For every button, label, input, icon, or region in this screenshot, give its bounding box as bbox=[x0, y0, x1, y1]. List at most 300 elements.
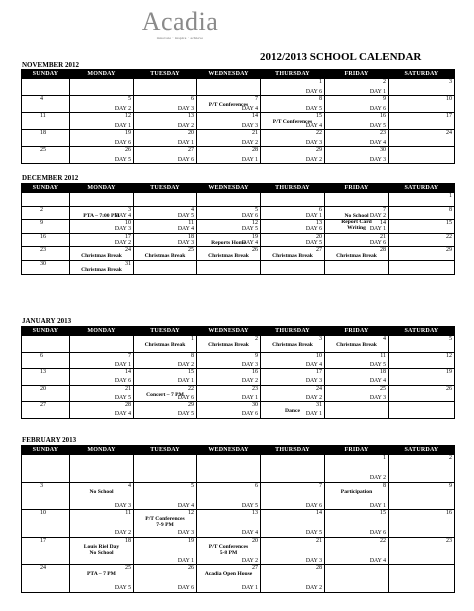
day-cell bbox=[389, 455, 455, 483]
date-number: 3 bbox=[128, 206, 131, 213]
rotation-day: DAY 3 bbox=[177, 530, 194, 537]
day-cell bbox=[197, 369, 261, 386]
week-row bbox=[22, 220, 455, 234]
rotation-day: DAY 4 bbox=[114, 411, 131, 418]
date-number: 1 bbox=[449, 193, 452, 199]
day-cell bbox=[325, 565, 389, 593]
month-calendar-table bbox=[21, 326, 455, 419]
day-cell bbox=[197, 455, 261, 483]
date-number: 29 bbox=[446, 247, 452, 254]
date-number: 26 bbox=[125, 147, 131, 153]
day-cell bbox=[389, 130, 455, 147]
rotation-day: DAY 3 bbox=[369, 156, 386, 163]
date-number: 21 bbox=[125, 385, 131, 392]
day-cell bbox=[389, 510, 455, 538]
weekday-header: SATURDAY bbox=[389, 70, 455, 79]
day-cell bbox=[261, 565, 325, 593]
date-number: 22 bbox=[316, 130, 322, 136]
date-number: 15 bbox=[188, 369, 194, 375]
day-cell bbox=[197, 113, 261, 130]
date-number: 4 bbox=[383, 336, 386, 342]
day-cell bbox=[70, 402, 134, 419]
date-number: 23 bbox=[446, 537, 452, 544]
week-row bbox=[22, 96, 455, 113]
rotation-day: DAY 1 bbox=[114, 122, 131, 129]
day-cell bbox=[325, 336, 389, 353]
day-cell bbox=[197, 402, 261, 419]
day-cell bbox=[134, 336, 197, 353]
rotation-day: DAY 5 bbox=[177, 411, 194, 418]
day-cell bbox=[22, 206, 70, 220]
rotation-day: DAY 4 bbox=[177, 502, 194, 509]
day-cell bbox=[325, 260, 389, 274]
school-logo bbox=[140, 8, 220, 41]
day-cell bbox=[325, 193, 389, 207]
day-cell bbox=[134, 79, 197, 96]
day-cell bbox=[197, 193, 261, 207]
day-cell bbox=[22, 79, 70, 96]
date-number: 1 bbox=[383, 455, 386, 461]
date-number: 9 bbox=[383, 96, 386, 102]
day-cell bbox=[70, 96, 134, 113]
event-label: PTA – 7:00 PM bbox=[83, 212, 120, 219]
weekday-header: MONDAY bbox=[70, 70, 134, 79]
day-cell bbox=[70, 385, 134, 402]
rotation-day: DAY 5 bbox=[305, 240, 322, 247]
date-number: 11 bbox=[40, 113, 46, 119]
rotation-day: DAY 1 bbox=[114, 361, 131, 368]
day-cell bbox=[389, 369, 455, 386]
weekday-header: WEDNESDAY bbox=[197, 70, 261, 79]
day-cell bbox=[261, 455, 325, 483]
date-number: 3 bbox=[40, 482, 43, 489]
day-cell bbox=[70, 220, 134, 234]
day-cell bbox=[70, 233, 134, 247]
rotation-day: DAY 6 bbox=[305, 502, 322, 509]
day-cell bbox=[389, 336, 455, 353]
date-number: 13 bbox=[316, 220, 322, 227]
day-cell bbox=[134, 260, 197, 274]
day-cell bbox=[22, 402, 70, 419]
rotation-day: DAY 4 bbox=[305, 122, 322, 129]
event-label: P/T Conferences 7-9 PM bbox=[145, 516, 185, 528]
date-number: 25 bbox=[188, 247, 194, 254]
rotation-day: DAY 3 bbox=[177, 240, 194, 247]
day-cell bbox=[261, 96, 325, 113]
date-number: 16 bbox=[446, 510, 452, 516]
event-label: Reports Home bbox=[211, 239, 246, 246]
day-cell bbox=[389, 206, 455, 220]
date-number: 23 bbox=[40, 247, 46, 254]
date-number: 21 bbox=[252, 130, 258, 136]
day-cell bbox=[325, 130, 389, 147]
date-number: 25 bbox=[125, 565, 131, 571]
date-number: 21 bbox=[380, 233, 386, 240]
event-label: Dance bbox=[285, 408, 300, 414]
day-cell bbox=[325, 247, 389, 261]
date-number: 5 bbox=[255, 206, 258, 213]
day-cell bbox=[22, 247, 70, 261]
date-number: 12 bbox=[252, 220, 258, 227]
day-cell bbox=[197, 233, 261, 247]
day-cell bbox=[134, 482, 197, 510]
rotation-day: DAY 6 bbox=[241, 411, 258, 418]
date-number: 16 bbox=[380, 113, 386, 119]
date-number: 3 bbox=[449, 79, 452, 85]
date-number: 28 bbox=[125, 402, 131, 408]
date-number: 2 bbox=[383, 79, 386, 85]
day-cell bbox=[389, 233, 455, 247]
day-cell bbox=[325, 79, 389, 96]
date-number: 6 bbox=[255, 482, 258, 489]
event-label: Christmas Break bbox=[336, 342, 377, 348]
date-number: 11 bbox=[188, 220, 194, 227]
rotation-day: DAY 5 bbox=[241, 226, 258, 233]
day-cell bbox=[197, 220, 261, 234]
date-number: 4 bbox=[128, 482, 131, 489]
day-cell bbox=[389, 260, 455, 274]
day-cell bbox=[70, 336, 134, 353]
day-cell bbox=[261, 147, 325, 164]
week-row bbox=[22, 206, 455, 220]
week-row bbox=[22, 147, 455, 164]
day-cell bbox=[389, 147, 455, 164]
event-label: No School bbox=[89, 488, 114, 495]
rotation-day: DAY 4 bbox=[369, 557, 386, 564]
day-cell bbox=[70, 147, 134, 164]
date-number: 25 bbox=[40, 147, 46, 153]
day-cell bbox=[261, 537, 325, 565]
rotation-day: DAY 6 bbox=[369, 105, 386, 112]
date-number: 5 bbox=[128, 96, 131, 102]
date-number: 19 bbox=[252, 233, 258, 240]
rotation-day: DAY 3 bbox=[305, 139, 322, 146]
event-label: Christmas Break bbox=[81, 253, 122, 260]
rotation-day: DAY 6 bbox=[177, 156, 194, 163]
date-number: 24 bbox=[446, 130, 452, 136]
date-number: 18 bbox=[188, 233, 194, 240]
weekday-header: TUESDAY bbox=[134, 327, 197, 336]
rotation-day: DAY 1 bbox=[241, 585, 258, 592]
day-cell bbox=[22, 385, 70, 402]
day-cell bbox=[325, 113, 389, 130]
date-number: 14 bbox=[252, 113, 258, 119]
date-number: 4 bbox=[40, 96, 43, 102]
day-cell bbox=[325, 537, 389, 565]
date-number: 7 bbox=[383, 206, 386, 213]
date-number: 22 bbox=[188, 385, 194, 392]
day-cell bbox=[389, 352, 455, 369]
day-cell bbox=[261, 206, 325, 220]
date-number: 20 bbox=[40, 385, 46, 392]
event-label: Christmas Break bbox=[208, 342, 249, 348]
date-number: 15 bbox=[446, 220, 452, 227]
day-cell bbox=[22, 482, 70, 510]
day-cell bbox=[261, 482, 325, 510]
weekday-header: SUNDAY bbox=[22, 184, 70, 193]
day-cell bbox=[22, 193, 70, 207]
day-cell bbox=[197, 352, 261, 369]
weekday-header: FRIDAY bbox=[325, 184, 389, 193]
event-label: P/T Conferences 5-8 PM bbox=[208, 543, 249, 556]
rotation-day: DAY 6 bbox=[369, 240, 386, 247]
date-number: 13 bbox=[188, 113, 194, 119]
day-cell bbox=[325, 482, 389, 510]
rotation-day: DAY 5 bbox=[114, 394, 131, 401]
day-cell bbox=[261, 260, 325, 274]
date-number: 19 bbox=[446, 369, 452, 375]
day-cell bbox=[70, 537, 134, 565]
day-cell bbox=[22, 537, 70, 565]
date-number: 17 bbox=[125, 233, 131, 240]
day-cell bbox=[197, 260, 261, 274]
date-number: 23 bbox=[380, 130, 386, 136]
rotation-day: DAY 6 bbox=[369, 530, 386, 537]
day-cell bbox=[134, 130, 197, 147]
day-cell bbox=[134, 510, 197, 538]
rotation-day: DAY 4 bbox=[241, 105, 258, 112]
rotation-day: DAY 2 bbox=[305, 585, 322, 592]
rotation-day: DAY 1 bbox=[305, 212, 322, 219]
date-number: 6 bbox=[319, 206, 322, 213]
day-cell bbox=[22, 352, 70, 369]
day-cell bbox=[70, 206, 134, 220]
weekday-header-row bbox=[22, 327, 455, 336]
day-cell bbox=[134, 193, 197, 207]
date-number: 31 bbox=[125, 260, 131, 267]
day-cell bbox=[389, 482, 455, 510]
day-cell bbox=[134, 352, 197, 369]
day-cell bbox=[389, 79, 455, 96]
page-title: 2012/2013 SCHOOL CALENDAR bbox=[260, 51, 422, 63]
date-number: 26 bbox=[446, 385, 452, 392]
date-number: 18 bbox=[40, 130, 46, 136]
weekday-header-row bbox=[22, 70, 455, 79]
rotation-day: DAY 2 bbox=[114, 530, 131, 537]
date-number: 7 bbox=[128, 352, 131, 359]
weekday-header: SATURDAY bbox=[389, 327, 455, 336]
day-cell bbox=[22, 220, 70, 234]
date-number: 26 bbox=[252, 247, 258, 254]
week-row bbox=[22, 79, 455, 96]
rotation-day: DAY 6 bbox=[305, 226, 322, 233]
event-label: No School Report Card Writing bbox=[341, 212, 372, 231]
date-number: 2 bbox=[449, 455, 452, 461]
day-cell bbox=[389, 220, 455, 234]
date-number: 11 bbox=[380, 352, 386, 359]
date-number: 9 bbox=[40, 220, 43, 227]
date-number: 3 bbox=[319, 336, 322, 342]
date-number: 8 bbox=[449, 206, 452, 213]
rotation-day: DAY 3 bbox=[114, 226, 131, 233]
date-number: 8 bbox=[383, 482, 386, 489]
day-cell bbox=[197, 537, 261, 565]
day-cell bbox=[197, 482, 261, 510]
date-number: 27 bbox=[188, 147, 194, 153]
day-cell bbox=[22, 455, 70, 483]
month-calendar-table bbox=[21, 445, 455, 593]
event-label: Christmas Break bbox=[272, 342, 313, 348]
rotation-day: DAY 6 bbox=[114, 139, 131, 146]
day-cell bbox=[70, 113, 134, 130]
month-label: DECEMBER 2012 bbox=[22, 174, 79, 182]
day-cell bbox=[134, 537, 197, 565]
day-cell bbox=[325, 369, 389, 386]
rotation-day: DAY 4 bbox=[177, 226, 194, 233]
weekday-header-row bbox=[22, 184, 455, 193]
day-cell bbox=[389, 96, 455, 113]
day-cell bbox=[22, 96, 70, 113]
day-cell bbox=[325, 233, 389, 247]
day-cell bbox=[389, 385, 455, 402]
rotation-day: DAY 1 bbox=[369, 226, 386, 233]
date-number: 20 bbox=[316, 233, 322, 240]
event-label: Christmas Break bbox=[144, 342, 186, 348]
date-number: 29 bbox=[188, 402, 194, 408]
date-number: 27 bbox=[40, 402, 46, 408]
day-cell bbox=[197, 147, 261, 164]
date-number: 28 bbox=[380, 247, 386, 254]
rotation-day: DAY 2 bbox=[114, 105, 131, 112]
weekday-header: MONDAY bbox=[70, 327, 134, 336]
logo-wordmark: Acadia bbox=[141, 7, 219, 36]
weekday-header: WEDNESDAY bbox=[197, 327, 261, 336]
weekday-header: THURSDAY bbox=[261, 446, 325, 455]
date-number: 27 bbox=[252, 565, 258, 571]
day-cell bbox=[197, 206, 261, 220]
rotation-day: DAY 3 bbox=[305, 378, 322, 385]
event-label: P/T Conferences bbox=[208, 102, 249, 108]
week-row bbox=[22, 455, 455, 483]
day-cell bbox=[261, 247, 325, 261]
date-number: 7 bbox=[255, 96, 258, 102]
day-cell bbox=[261, 193, 325, 207]
date-number: 16 bbox=[252, 369, 258, 375]
day-cell bbox=[22, 113, 70, 130]
week-row bbox=[22, 247, 455, 261]
day-cell bbox=[134, 402, 197, 419]
week-row bbox=[22, 336, 455, 353]
date-number: 9 bbox=[255, 352, 258, 359]
day-cell bbox=[325, 220, 389, 234]
date-number: 30 bbox=[40, 260, 46, 267]
week-row bbox=[22, 130, 455, 147]
month-label: FEBRUARY 2013 bbox=[22, 436, 77, 444]
day-cell bbox=[134, 369, 197, 386]
event-label: Christmas Break bbox=[208, 253, 249, 260]
event-label: Christmas Break bbox=[144, 253, 186, 260]
date-number: 16 bbox=[40, 233, 46, 240]
rotation-day: DAY 6 bbox=[241, 212, 258, 219]
rotation-day: DAY 2 bbox=[241, 139, 258, 146]
day-cell bbox=[70, 455, 134, 483]
day-cell bbox=[134, 247, 197, 261]
day-cell bbox=[70, 352, 134, 369]
rotation-day: DAY 5 bbox=[177, 212, 194, 219]
rotation-day: DAY 1 bbox=[241, 394, 258, 401]
weekday-header: FRIDAY bbox=[325, 327, 389, 336]
date-number: 20 bbox=[252, 537, 258, 544]
date-number: 30 bbox=[380, 147, 386, 153]
day-cell bbox=[325, 147, 389, 164]
day-cell bbox=[22, 336, 70, 353]
day-cell bbox=[70, 193, 134, 207]
week-row bbox=[22, 193, 455, 207]
rotation-day: DAY 6 bbox=[114, 378, 131, 385]
day-cell bbox=[70, 260, 134, 274]
day-cell bbox=[70, 482, 134, 510]
rotation-day: DAY 4 bbox=[241, 240, 258, 247]
day-cell bbox=[22, 260, 70, 274]
rotation-day: DAY 6 bbox=[177, 585, 194, 592]
day-cell bbox=[197, 565, 261, 593]
rotation-day: DAY 1 bbox=[177, 139, 194, 146]
date-number: 22 bbox=[446, 233, 452, 240]
day-cell bbox=[134, 385, 197, 402]
date-number: 10 bbox=[316, 352, 322, 359]
rotation-day: DAY 1 bbox=[177, 378, 194, 385]
day-cell bbox=[134, 565, 197, 593]
rotation-day: DAY 3 bbox=[369, 394, 386, 401]
date-number: 5 bbox=[449, 336, 452, 342]
rotation-day: DAY 4 bbox=[369, 378, 386, 385]
rotation-day: DAY 3 bbox=[305, 557, 322, 564]
date-number: 6 bbox=[40, 352, 43, 359]
rotation-day: DAY 5 bbox=[114, 156, 131, 163]
day-cell bbox=[197, 96, 261, 113]
day-cell bbox=[22, 147, 70, 164]
weekday-header: SATURDAY bbox=[389, 184, 455, 193]
week-row bbox=[22, 537, 455, 565]
rotation-day: DAY 4 bbox=[305, 361, 322, 368]
day-cell bbox=[134, 455, 197, 483]
rotation-day: DAY 2 bbox=[241, 378, 258, 385]
rotation-day: DAY 3 bbox=[241, 361, 258, 368]
date-number: 18 bbox=[125, 537, 131, 544]
day-cell bbox=[22, 510, 70, 538]
event-label: PTA – 7 PM bbox=[87, 571, 116, 577]
date-number: 28 bbox=[252, 147, 258, 153]
date-number: 1 bbox=[319, 79, 322, 85]
day-cell bbox=[134, 96, 197, 113]
day-cell bbox=[261, 130, 325, 147]
day-cell bbox=[197, 247, 261, 261]
date-number: 26 bbox=[188, 565, 194, 571]
day-cell bbox=[389, 113, 455, 130]
weekday-header: FRIDAY bbox=[325, 70, 389, 79]
rotation-day: DAY 2 bbox=[177, 361, 194, 368]
day-cell bbox=[70, 565, 134, 593]
day-cell bbox=[22, 233, 70, 247]
rotation-day: DAY 6 bbox=[177, 394, 194, 401]
rotation-day: DAY 3 bbox=[114, 502, 131, 509]
weekday-header: THURSDAY bbox=[261, 70, 325, 79]
date-number: 19 bbox=[125, 130, 131, 136]
day-cell bbox=[197, 79, 261, 96]
weekday-header: TUESDAY bbox=[134, 446, 197, 455]
rotation-day: DAY 2 bbox=[305, 394, 322, 401]
day-cell bbox=[22, 130, 70, 147]
weekday-header: TUESDAY bbox=[134, 70, 197, 79]
day-cell bbox=[389, 537, 455, 565]
date-number: 14 bbox=[380, 220, 386, 227]
week-row bbox=[22, 385, 455, 402]
day-cell bbox=[261, 402, 325, 419]
weekday-header: WEDNESDAY bbox=[197, 184, 261, 193]
date-number: 17 bbox=[446, 113, 452, 119]
week-row bbox=[22, 510, 455, 538]
day-cell bbox=[325, 385, 389, 402]
